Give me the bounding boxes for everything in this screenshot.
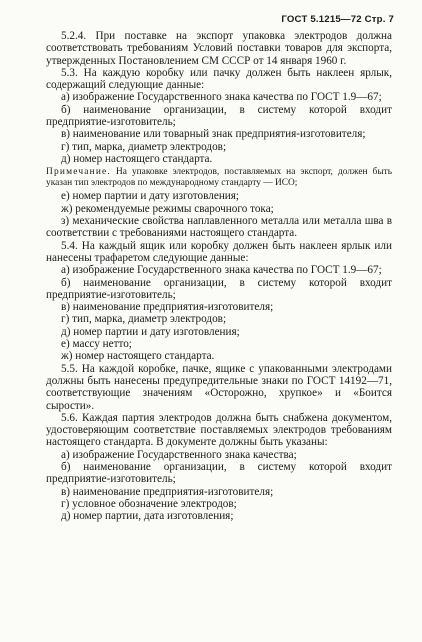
paragraph: д) номер партии и дату изготовления; xyxy=(61,325,240,338)
paragraph: 5.5. На каждой коробке, пачке, ящике с упакованными электродами должны быть нанесены предупредительные знаки по ГОСТ 14192—71, соответствующие значениям «Осторожно, хрупкое» и «Боится сырости». xyxy=(46,362,392,412)
note-label: Примечание. xyxy=(46,167,111,178)
paragraph: д) номер настоящего стандарта. xyxy=(61,152,213,165)
paragraph: в) наименование предприятия-изготовителя; xyxy=(61,301,274,314)
paragraph: в) наименование предприятия-изготовителя; xyxy=(61,485,274,498)
note-paragraph xyxy=(46,167,392,188)
paragraph: д) номер партии, дата изготовления; xyxy=(61,510,234,523)
paragraph: в) наименование или товарный знак предприятия-изготовителя; xyxy=(61,128,366,141)
paragraph: б) наименование организации, в систему которой входит предприятие-изготовитель; xyxy=(46,103,392,129)
paragraph: 5.4. На каждый ящик или коробку должен быть наклеен ярлык или нанесены трафаретом следующие данные: xyxy=(46,239,392,264)
paragraph: г) тип, марка, диаметр электродов; xyxy=(61,313,227,326)
paragraph: а) изображение Государственного знака качества по ГОСТ 1.9—67; xyxy=(61,91,382,104)
paragraph: б) наименование организации, в систему которой входит предприятие-изготовитель; xyxy=(46,276,392,301)
paragraph: 5.2.4. При поставке на экспорт упаковка электродов должна соответствовать требованиям Условий поставки товаров для экспорта, утвержденных Постановлением СМ СССР от 14 января 1960 г. xyxy=(46,30,392,67)
paragraph: б) наименование организации, в систему которой входит предприятие-изготовитель; xyxy=(46,460,392,486)
note-text: На упаковке электродов, поставляемых на экспорт, должен быть указан тип электродов по международному стандарту — ИСО; xyxy=(46,167,392,188)
paragraph: а) изображение Государственного знака качества; xyxy=(61,448,297,461)
paragraph: 5.6. Каждая партия электродов должна быть снабжена документом, удостоверяющим соответствие поставляемых электродов требованиям настоящего стандарта. В документе должны быть указаны: xyxy=(46,411,392,449)
page-header: ГОСТ 5.1215—72 Стр. 7 xyxy=(281,14,394,25)
paragraph: ж) номер настоящего стандарта. xyxy=(61,350,215,363)
paragraph: ж) рекомендуемые режимы сварочного тока; xyxy=(61,202,274,215)
paragraph: г) тип, марка, диаметр электродов; xyxy=(61,140,227,153)
paragraph: з) механические свойства наплавленного металла или металла шва в соответствии с требованиями настоящего стандарта. xyxy=(46,215,392,240)
paragraph: е) номер партии и дату изготовления; xyxy=(61,190,240,203)
paragraph: г) условное обозначение электродов; xyxy=(61,497,237,510)
document-body xyxy=(46,30,392,522)
paragraph: а) изображение Государственного знака качества по ГОСТ 1.9—67; xyxy=(61,264,382,277)
paragraph: 5.3. На каждую коробку или пачку должен быть наклеен ярлык, содержащий следующие данные: xyxy=(46,66,392,92)
paragraph: е) массу нетто; xyxy=(61,338,132,351)
